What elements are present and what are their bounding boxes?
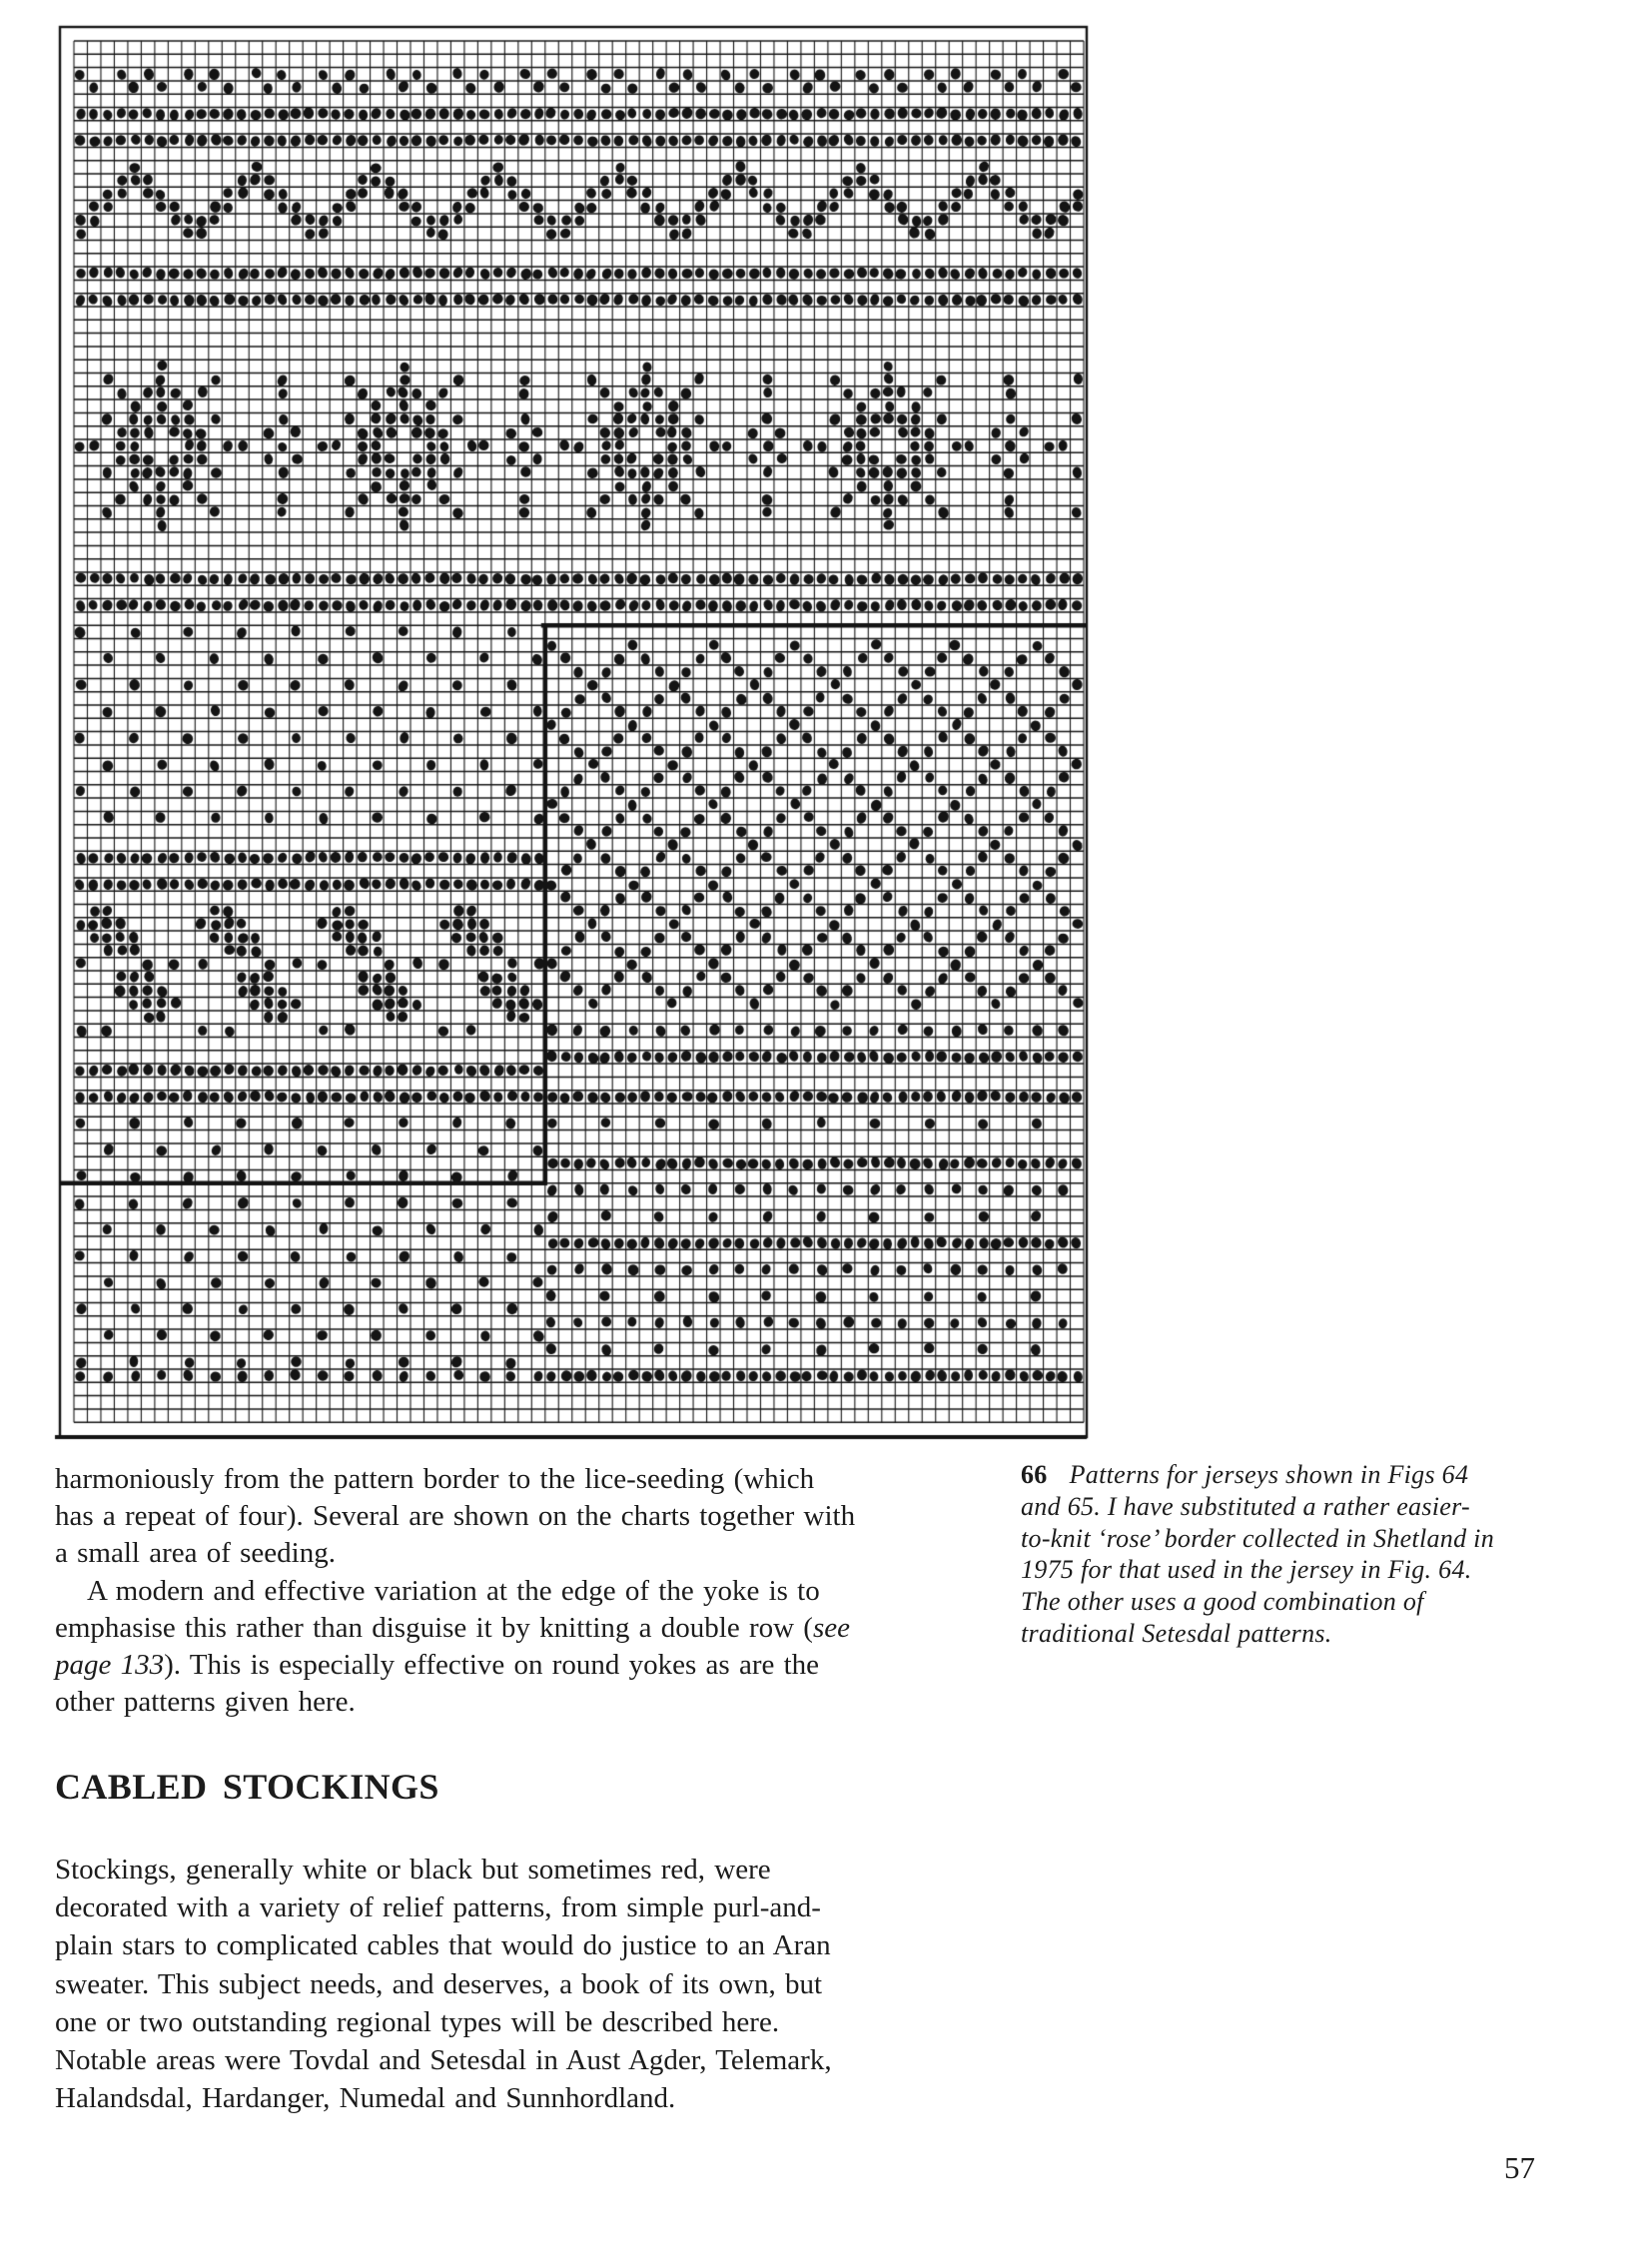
body-text-line <box>55 1647 994 1684</box>
body-text-segment-italic: page 133 <box>55 1649 165 1682</box>
body-text-line: A modern and effective variation at the edge of the yoke is to <box>87 1574 820 1607</box>
body-text-line: Stockings, generally white or black but sometimes red, were <box>55 1854 771 1885</box>
body-paragraph-2 <box>55 1851 1004 2117</box>
body-text-line: sweater. This subject needs, and deserves, a book of its own, but <box>55 1967 823 2000</box>
figure-caption-line: traditional Setesdal patterns. <box>1021 1618 1332 1648</box>
body-paragraph-1 <box>55 1461 994 1721</box>
body-text-line: one or two outstanding regional types will be described here. <box>55 2005 780 2038</box>
figure-caption-line <box>1021 1459 1550 1491</box>
figure-caption-line: 1975 for that used in the jersey in Fig. 64. <box>1021 1555 1472 1585</box>
page-number: 57 <box>1504 2150 1535 2185</box>
knitting-chart-canvas <box>45 12 1094 1445</box>
figure-caption-line: The other uses a good combination of <box>1021 1587 1424 1617</box>
body-text-line: Halandsdal, Hardanger, Numedal and Sunnhordland. <box>55 2082 676 2115</box>
section-heading: CABLED STOCKINGS <box>55 1767 439 1807</box>
body-text-segment: ). This is especially effective on round yokes as are the <box>164 1649 820 1682</box>
figure-caption-line: to-knit ‘rose’ border collected in Shetland in <box>1021 1523 1494 1553</box>
figure-caption-line: and 65. I have substituted a rather easier- <box>1021 1491 1470 1521</box>
figure-caption <box>1021 1459 1550 1650</box>
figure-caption-number: 66 <box>1021 1460 1048 1489</box>
body-text-segment: emphasise this rather than disguise it by knitting a double row ( <box>55 1611 813 1644</box>
body-text-line: a small area of seeding. <box>55 1537 336 1570</box>
body-text-line: has a repeat of four). Several are shown on the charts together with <box>55 1500 856 1533</box>
body-text-line: Notable areas were Tovdal and Setesdal in Aust Agder, Telemark, <box>55 2044 832 2077</box>
body-text-line: other patterns given here. <box>55 1686 356 1719</box>
body-text-segment-italic: see <box>812 1611 850 1644</box>
body-text-line: harmoniously from the pattern border to the lice-seeding (which <box>55 1463 815 1495</box>
figure-caption-text: Patterns for jerseys shown in Figs 64 <box>1069 1460 1469 1489</box>
body-text-line: plain stars to complicated cables that would do justice to an Aran <box>55 1929 831 1962</box>
body-text-line <box>55 1610 994 1647</box>
body-text-line: decorated with a variety of relief patterns, from simple purl-and- <box>55 1891 821 1924</box>
